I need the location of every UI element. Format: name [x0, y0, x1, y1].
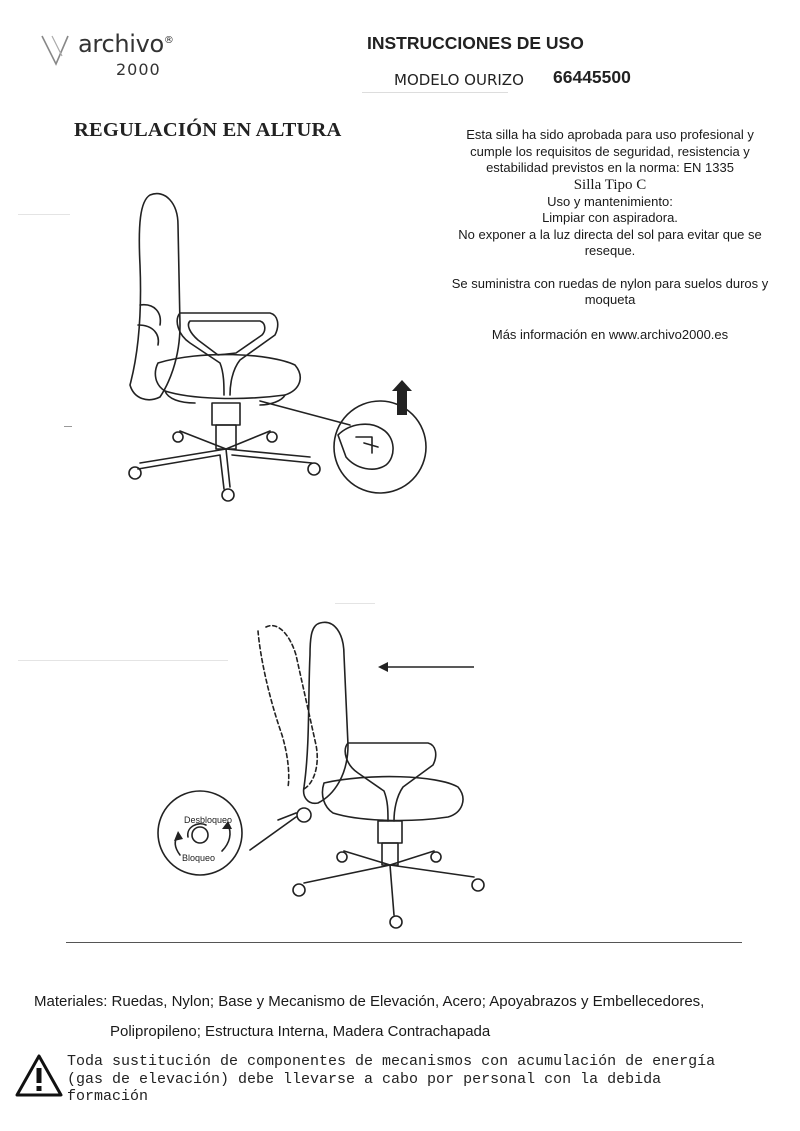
info-line: Esta silla ha sido aprobada para uso profesional y [466, 127, 754, 142]
materials-line: Materiales: Ruedas, Nylon; Base y Mecanismo de Elevación, Acero; Apoyabrazos y Embellecedores, [34, 993, 705, 1010]
model-label: MODELO OURIZO [394, 71, 524, 89]
chair-height-illustration [120, 185, 440, 515]
warning-triangle-icon [14, 1053, 64, 1099]
maintenance-line: Limpiar con aspiradora. [542, 210, 678, 225]
maintenance-line: No exponer a la luz directa del sol para evitar que se [458, 226, 762, 242]
chair-backrest-illustration [158, 615, 498, 945]
materials-list [34, 987, 774, 1047]
document-title: INSTRUCCIONES DE USO [367, 33, 584, 53]
height-adjustment-figure [120, 185, 440, 515]
wheels-line: moqueta [584, 292, 636, 307]
unlock-label: Desbloqueo [184, 815, 233, 825]
brand-logo [38, 30, 198, 90]
left-arrow-icon [378, 662, 474, 672]
scan-line [64, 426, 72, 427]
wheels-line: Se suministra con ruedas de nylon para suelos duros y [451, 275, 769, 291]
scan-line [18, 214, 70, 215]
info-line: estabilidad previstos en la norma: EN 1335 [486, 160, 734, 175]
materials-line: Polipropileno; Estructura Interna, Madera Contrachapada [110, 1023, 491, 1040]
logo-number: 2000 [116, 60, 161, 79]
lock-label: Bloqueo [182, 853, 216, 863]
section-title: REGULACIÓN EN ALTURA [74, 119, 342, 141]
header-underline [362, 92, 508, 93]
warning-text: Toda sustitución de componentes de mecanismos con acumulación de energía (gas de elevación) debe llevarse a cabo por personal con la debida formación [67, 1053, 716, 1105]
backrest-adjustment-figure [158, 615, 498, 945]
section-divider [66, 942, 742, 943]
maintenance-title: Uso y mantenimiento: [547, 193, 673, 209]
info-line: cumple los requisitos de seguridad, resistencia y [470, 143, 750, 159]
maintenance-line: reseque. [584, 243, 636, 258]
logo-wordmark: archivo® [78, 30, 174, 58]
up-arrow-icon [392, 380, 412, 415]
model-number: 66445500 [553, 67, 631, 87]
product-info [440, 127, 780, 343]
scan-line [335, 603, 375, 604]
chair-type: Silla Tipo C [573, 176, 647, 193]
more-info-link: Más información en www.archivo2000.es [491, 326, 729, 342]
